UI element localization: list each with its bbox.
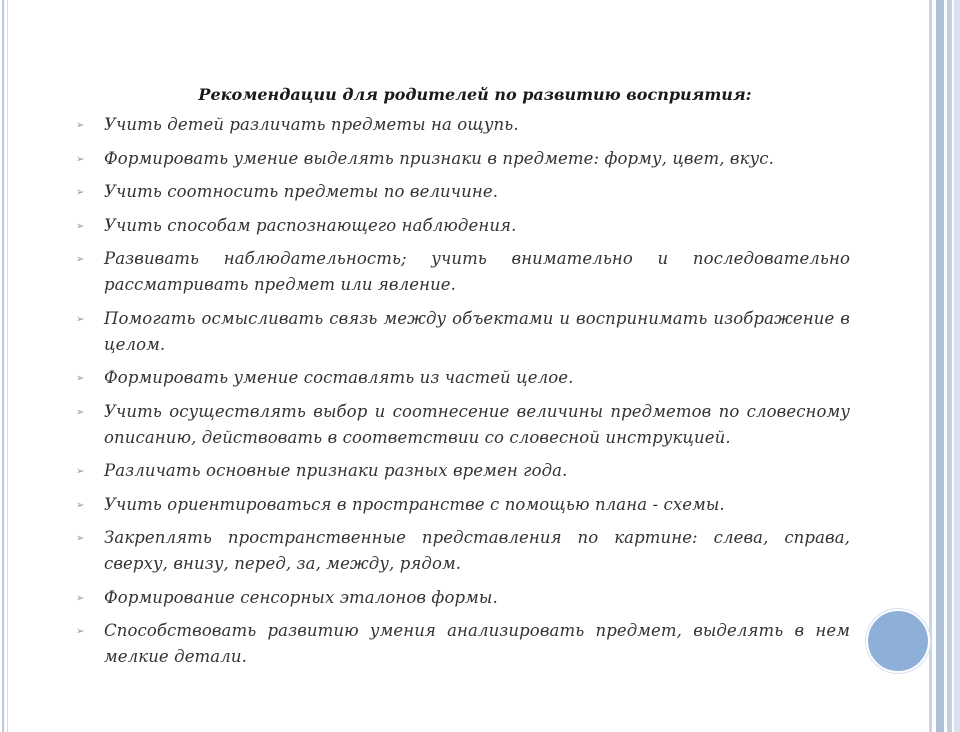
list-item (74, 112, 850, 138)
right-decorative-stripes (926, 0, 960, 732)
list-item-text: Учить способам распознающего наблюдения. (104, 215, 517, 235)
slide-heading: Рекомендации для родителей по развитию восприятия: (198, 85, 752, 104)
arrow-bullet-icon: ➢ (76, 466, 85, 477)
arrow-bullet-icon: ➢ (76, 406, 85, 418)
list-item (74, 306, 850, 358)
list-item-text: Формирование сенсорных эталонов формы. (104, 587, 498, 607)
list-item (74, 365, 850, 391)
list-item (74, 585, 850, 611)
list-item-text: Учить детей различать предметы на ощупь. (104, 115, 519, 134)
arrow-bullet-icon: ➢ (76, 313, 85, 325)
list-item-text: Способствовать развитию умения анализировать предмет, выделять в нем мелкие детали. (104, 621, 850, 666)
list-item (74, 179, 850, 205)
list-item (74, 246, 850, 298)
left-border-line (2, 0, 4, 732)
decorative-circle (866, 609, 930, 673)
slide-content (74, 84, 850, 678)
arrow-bullet-icon: ➢ (76, 220, 85, 232)
list-item-text: Формировать умение выделять признаки в предмете: форму, цвет, вкус. (104, 148, 774, 168)
arrow-bullet-icon: ➢ (76, 187, 85, 198)
arrow-bullet-icon: ➢ (76, 254, 85, 265)
arrow-bullet-icon: ➢ (76, 626, 85, 637)
list-item (74, 492, 850, 518)
list-item-text: Помогать осмысливать связь между объектами и воспринимать изображение в целом. (104, 308, 850, 354)
arrow-bullet-icon: ➢ (76, 499, 85, 511)
arrow-bullet-icon: ➢ (76, 533, 85, 544)
arrow-bullet-icon: ➢ (76, 120, 85, 131)
list-item-text: Учить соотносить предметы по величине. (104, 182, 499, 201)
list-item (74, 618, 850, 670)
list-item-text: Учить ориентироваться в пространстве с помощью плана - схемы. (104, 494, 725, 514)
list-item (74, 399, 850, 451)
list-item (74, 525, 850, 577)
list-item-text: Различать основные признаки разных времен года. (104, 461, 568, 480)
recommendations-list (74, 112, 850, 670)
list-item-text: Учить осуществлять выбор и соотнесение величины предметов по словесному описанию, действовать в соответствии со словесной инструкцией. (104, 401, 850, 447)
arrow-bullet-icon: ➢ (76, 592, 85, 604)
arrow-bullet-icon: ➢ (76, 153, 85, 165)
list-item (74, 213, 850, 239)
left-border-line-inner (7, 0, 8, 732)
list-item (74, 146, 850, 172)
list-item-text: Развивать наблюдательность; учить внимательно и последовательно рассматривать предмет или явление. (104, 249, 850, 294)
list-item-text: Формировать умение составлять из частей целое. (104, 368, 574, 387)
arrow-bullet-icon: ➢ (76, 373, 85, 384)
list-item-text: Закреплять пространственные представления по картине: слева, справа, сверху, внизу, перед, за, между, рядом. (104, 528, 850, 573)
list-item (74, 458, 850, 484)
